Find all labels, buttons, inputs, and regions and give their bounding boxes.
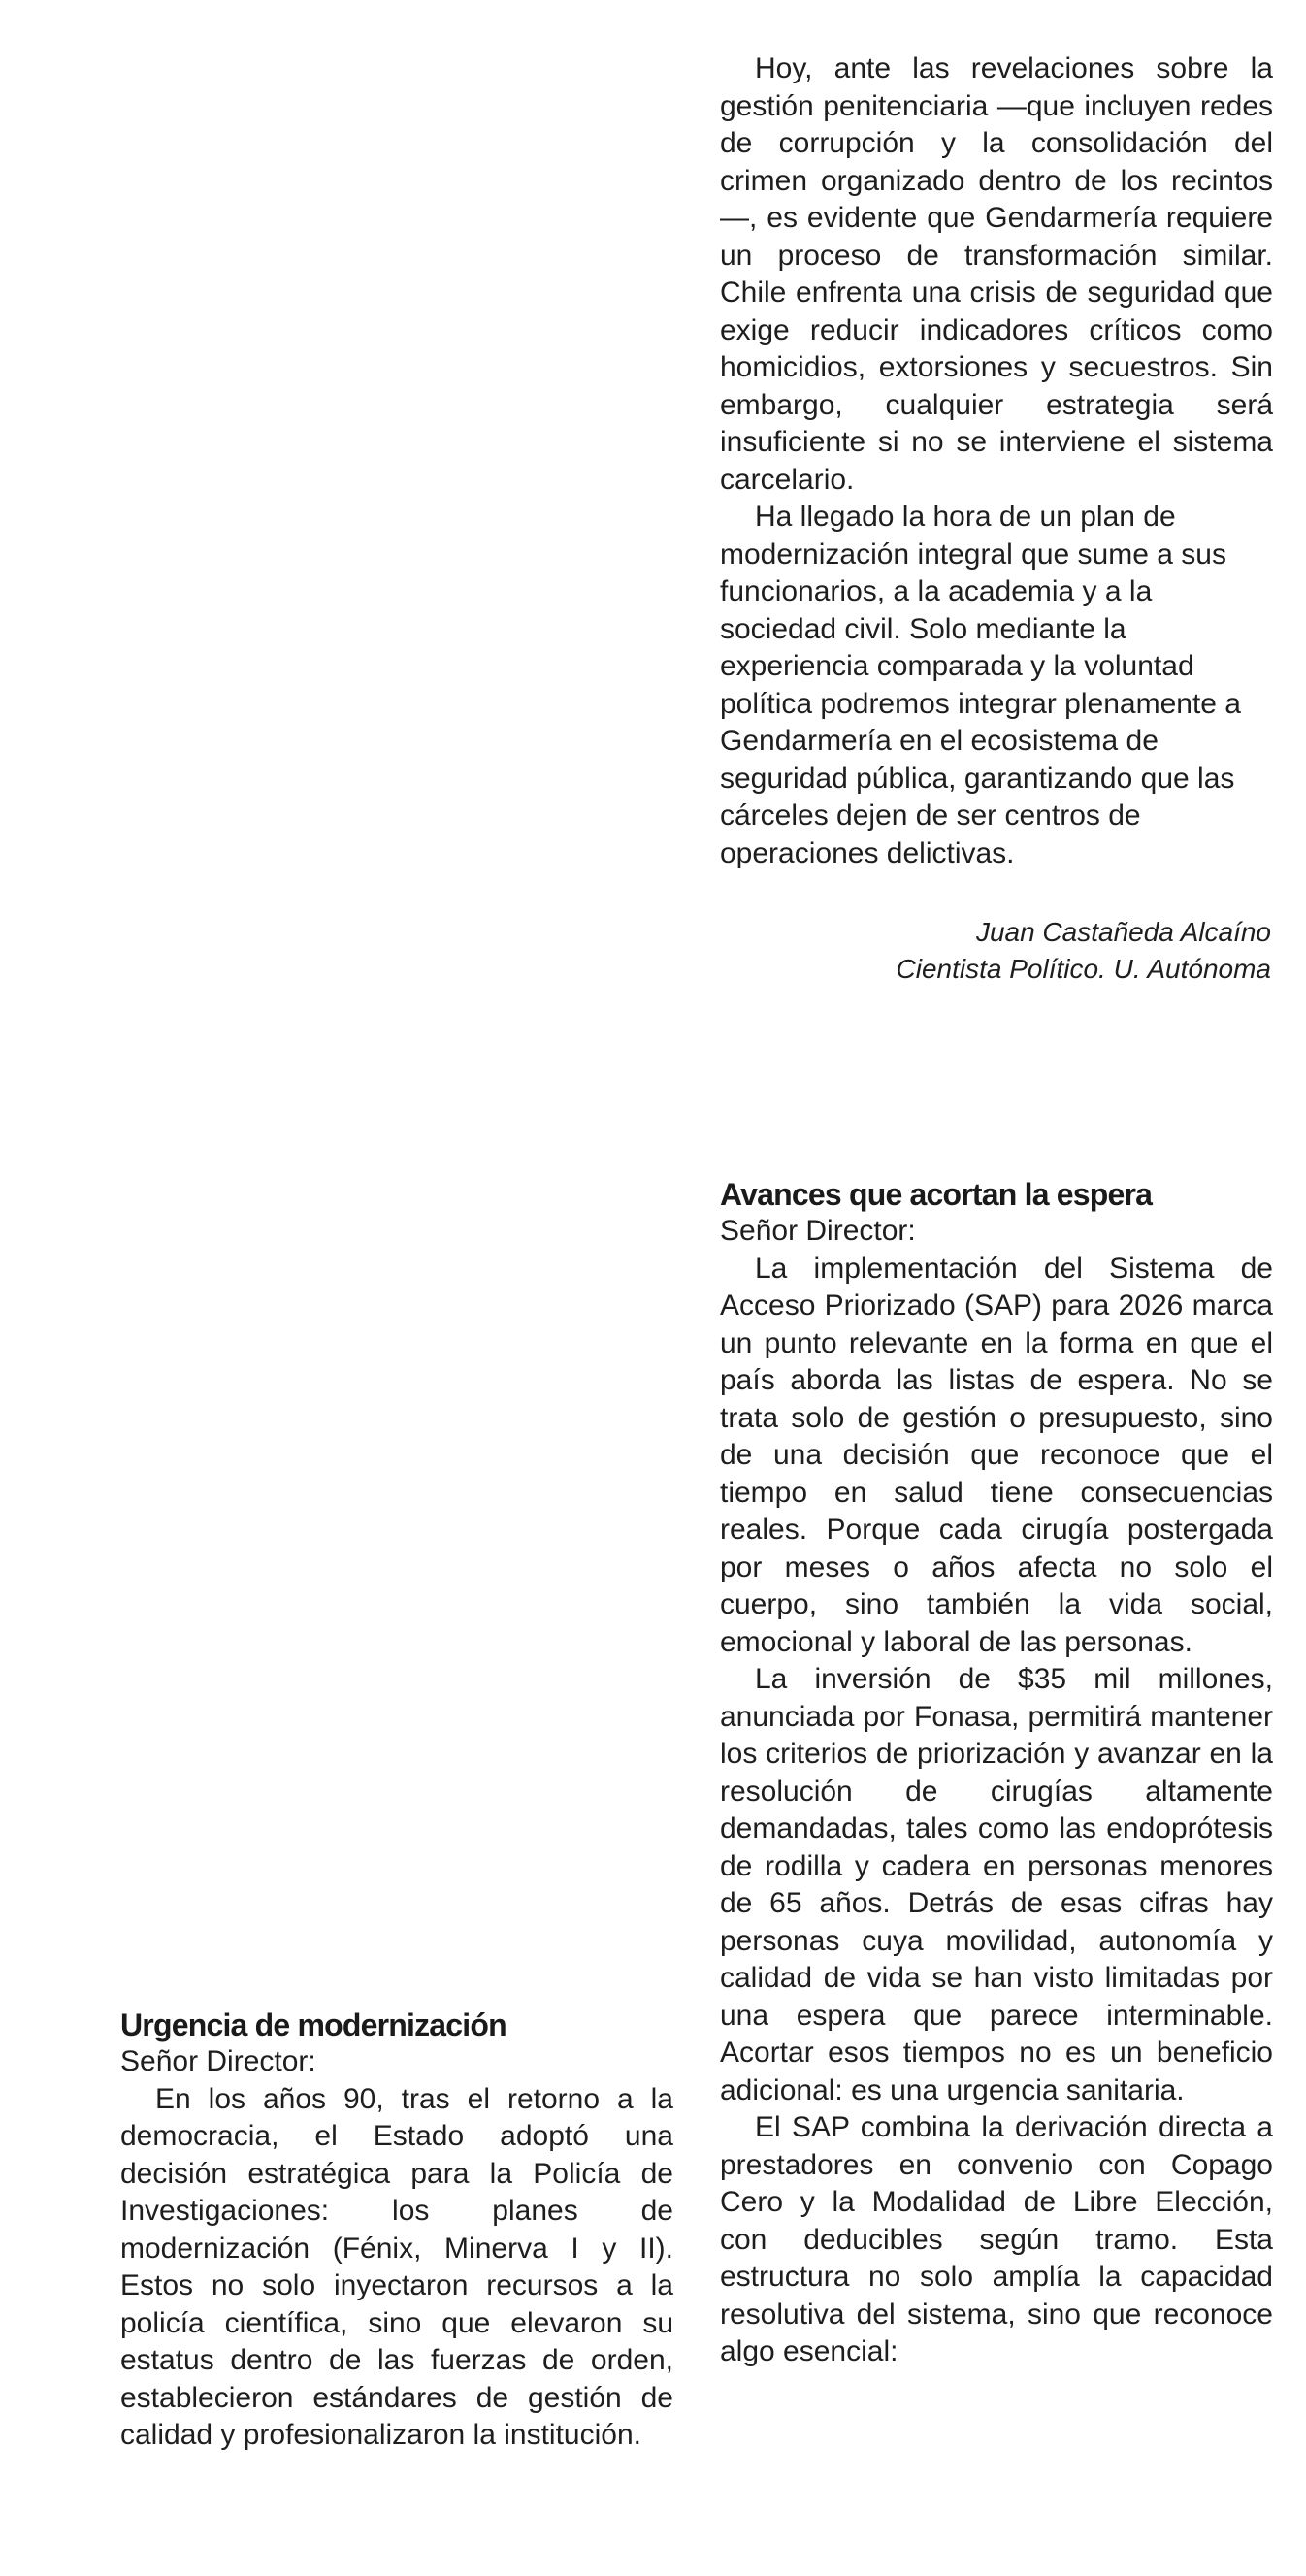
- body-paragraph: Hoy, ante las revelaciones sobre la gestión penitenciaria —que incluyen redes de corrupción y la consolidación del crimen organizado dentro de los recintos—, es evidente que Gendarmería requiere un proceso de transformación similar. Chile enfrenta una crisis de seguridad que exige reducir indicadores críticos como homicidios, extorsiones y secuestros. Sin embargo, cualquier estrategia será insuficiente si no se interviene el sistema carcelario.: [720, 52, 1273, 496]
- body-paragraph: La inversión de $35 mil millones, anunciada por Fonasa, permitirá mantener los criterios de priorización y avanzar en la resolución de cirugías altamente demandadas, tales como las endoprótesis de rodilla y cadera en personas menores de 65 años. Detrás de esas cifras hay personas cuya movilidad, autonomía y calidad de vida se han visto limitadas por una espera que parece interminable. Acortar esos tiempos no es un beneficio adicional: es una urgencia sanitaria.: [720, 1663, 1273, 2106]
- body-paragraph: El SAP combina la derivación directa a prestadores en convenio con Copago Cero y la Modalidad de Libre Elección, con deducibles según tramo. Esta estructura no solo amplía la capacidad resolutiva del sistema, sino que reconoce algo esencial:: [720, 2111, 1273, 2367]
- letter-urgencia: [120, 2006, 673, 2455]
- letter-salutation: Señor Director:: [120, 2045, 316, 2077]
- body-paragraph: En los años 90, tras el retorno a la democracia, el Estado adoptó una decisión estratégica para la Policía de Investigaciones: los planes de modernización (Fénix, Minerva I y II). Estos no solo inyectaron recursos a la policía científica, sino que elevaron su estatus dentro de las fuerzas de orden, establecieron estándares de gestión de calidad y profesionalizaron la institución.: [120, 2082, 673, 2451]
- letter-headline: Avances que acortan la espera: [720, 1177, 1153, 1212]
- body-paragraph: La implementación del Sistema de Acceso Priorizado (SAP) para 2026 marca un punto relevante en la forma en que el país aborda las listas de espera. No se trata solo de gestión o presupuesto, sino de una decisión que reconoce que el tiempo en salud tiene consecuencias reales. Porque cada cirugía postergada por meses o años afecta no solo el cuerpo, sino también la vida social, emocional y laboral de las personas.: [720, 1252, 1273, 1658]
- signature-name: Juan Castañeda Alcaíno: [975, 917, 1271, 947]
- letter-avances: [720, 1176, 1273, 2371]
- signature-title: Cientista Político. U. Autónoma: [896, 954, 1271, 984]
- body-paragraph: Ha llegado la hora de un plan de modernización integral que sume a sus funcionarios, a la academia y a la sociedad civil. Solo mediante la experiencia comparada y la voluntad política podremos integrar plenamente a Gendarmería en el ecosistema de seguridad pública, garantizando que las cárceles dejen de ser centros de operaciones delictivas.: [720, 501, 1241, 869]
- letter-signature: [720, 914, 1273, 988]
- letter-modernizacion-continuation: [720, 50, 1273, 988]
- letter-headline: Urgencia de modernización: [120, 2007, 506, 2042]
- letter-salutation: Señor Director:: [720, 1215, 916, 1247]
